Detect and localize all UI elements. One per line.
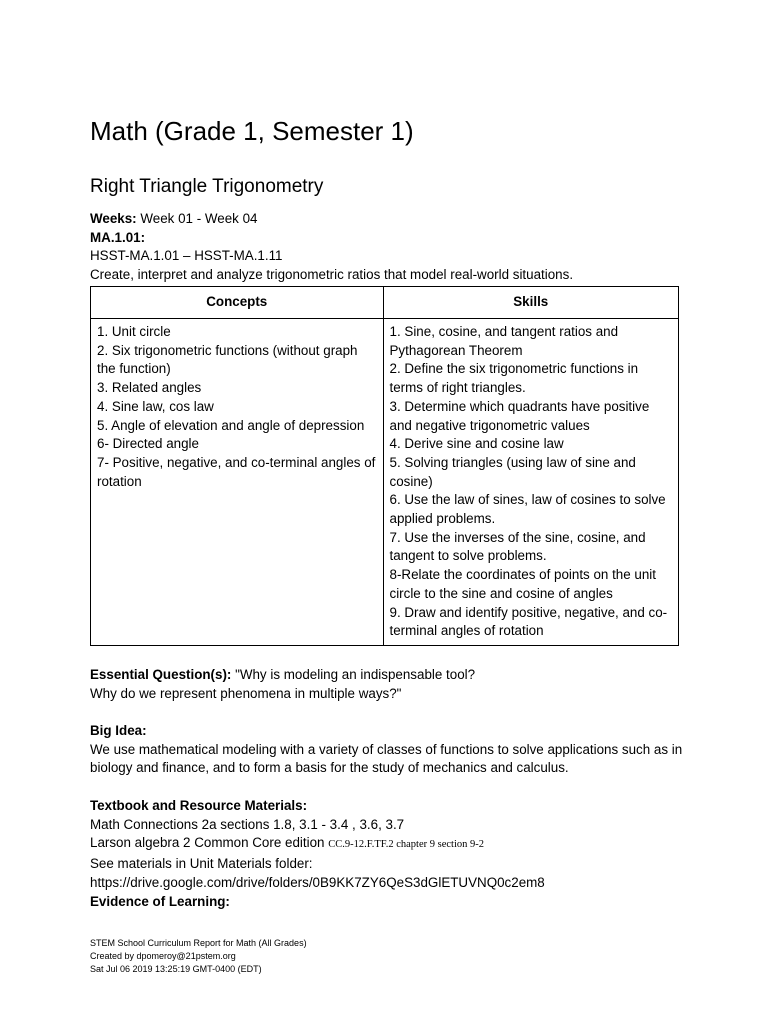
page-title: Math (Grade 1, Semester 1) xyxy=(90,116,414,146)
concepts-list xyxy=(97,323,377,491)
standard-code xyxy=(90,229,690,248)
concepts-cell xyxy=(91,319,384,646)
resources-label: Textbook and Resource Materials: xyxy=(90,798,308,813)
standards-range: HSST-MA.1.01 – HSST-MA.1.11 xyxy=(90,248,283,264)
resource-line-2-text: Larson algebra 2 Common Core edition xyxy=(90,835,329,851)
resource-folder-link[interactable]: https://drive.google.com/drive/folders/0B9KK7ZY6QeS3dGlETUVNQ0c2em8 xyxy=(90,874,545,890)
weeks-label: Weeks: xyxy=(90,211,137,226)
essential-questions xyxy=(90,666,690,703)
skills-cell xyxy=(383,319,679,646)
big-idea-text: We use mathematical modeling with a variety of classes of functions to solve applications such as in biology and finance, and to form a basis for the study of mechanics and calculus. xyxy=(90,741,683,776)
list-item: 2. Six trigonometric functions (without graph the function) xyxy=(97,342,358,377)
essential-label: Essential Question(s): xyxy=(90,667,232,682)
footer-line-3: Sat Jul 06 2019 13:25:19 GMT-0400 (EDT) xyxy=(90,964,262,974)
list-item: 5. Angle of elevation and angle of depression xyxy=(97,417,365,433)
weeks-line xyxy=(90,210,690,229)
list-item: 7. Use the inverses of the sine, cosine, and tangent to solve problems. xyxy=(389,529,646,564)
resource-line-3: See materials in Unit Materials folder: xyxy=(90,856,313,872)
essential-line-1: "Why is modeling an indispensable tool? xyxy=(231,667,476,682)
list-item: 1. Unit circle xyxy=(97,324,171,339)
list-item: 4. Sine law, cos law xyxy=(97,398,214,414)
big-idea-section xyxy=(90,722,690,778)
list-item: 9. Draw and identify positive, negative, and co-terminal angles of rotation xyxy=(389,604,668,639)
table-row xyxy=(91,319,679,646)
standard-reference: CC.9-12.F.TF.2 chapter 9 section 9-2 xyxy=(328,839,484,851)
standard-description: Create, interpret and analyze trigonometric ratios that model real-world situations. xyxy=(90,267,574,283)
resources-section xyxy=(90,797,690,911)
table-header-row xyxy=(91,287,679,319)
footer-line-2: Created by dpomeroy@21pstem.org xyxy=(90,951,236,961)
skills-header: Skills xyxy=(383,287,679,319)
report-footer xyxy=(90,937,307,976)
essential-line-2: Why do we represent phenomena in multiple ways?" xyxy=(90,685,402,701)
list-item: 3. Related angles xyxy=(97,380,202,396)
standard-code-text: MA.1.01: xyxy=(90,229,146,245)
footer-line-1: STEM School Curriculum Report for Math (All Grades) xyxy=(90,938,307,948)
list-item: 4. Derive sine and cosine law xyxy=(389,436,564,452)
skills-list xyxy=(390,323,673,641)
list-item: 2. Define the six trigonometric functions in terms of right triangles. xyxy=(389,361,639,396)
list-item: 6- Directed angle xyxy=(97,436,199,452)
list-item: 6. Use the law of sines, law of cosines to solve applied problems. xyxy=(389,492,666,527)
resource-line-2 xyxy=(90,834,690,855)
list-item: 8-Relate the coordinates of points on the unit circle to the sine and cosine of angles xyxy=(389,567,656,601)
list-item: 1. Sine, cosine, and tangent ratios and Pythagorean Theorem xyxy=(389,324,619,358)
list-item: 7- Positive, negative, and co-terminal angles of rotation xyxy=(97,454,376,489)
evidence-label: Evidence of Learning: xyxy=(90,893,230,909)
resource-line-1: Math Connections 2a sections 1.8, 3.1 - 3.4 , 3.6, 3.7 xyxy=(90,816,405,832)
concepts-skills-table xyxy=(90,286,679,646)
list-item: 5. Solving triangles (using law of sine and cosine) xyxy=(389,454,636,489)
weeks-value: Week 01 - Week 04 xyxy=(136,211,258,226)
concepts-header: Concepts xyxy=(91,287,384,319)
big-idea-label: Big Idea: xyxy=(90,723,147,738)
unit-meta xyxy=(90,210,690,285)
list-item: 3. Determine which quadrants have positive and negative trigonometric values xyxy=(389,398,650,433)
unit-title: Right Triangle Trigonometry xyxy=(90,176,324,197)
